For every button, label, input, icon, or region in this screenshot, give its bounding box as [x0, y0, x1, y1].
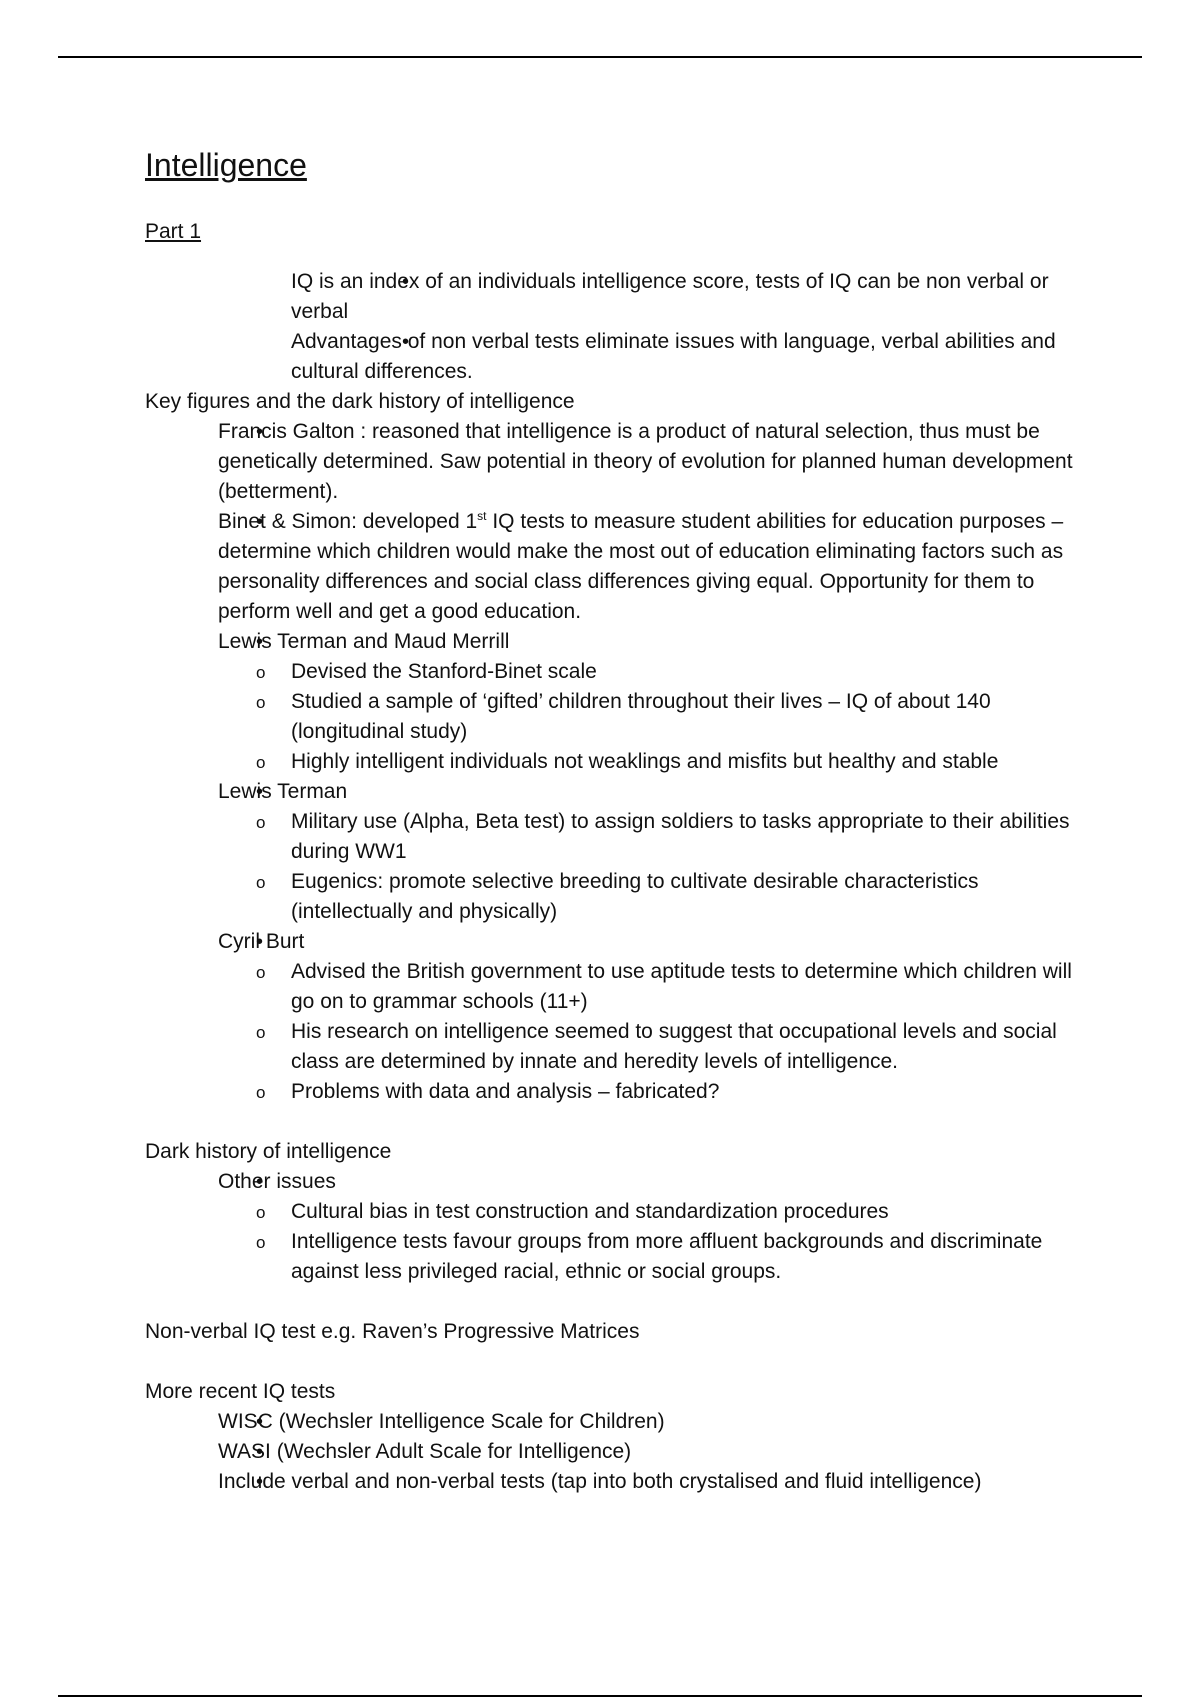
sub-list-item: o Devised the Stanford-Binet scale	[291, 657, 1085, 687]
list-item-label: Other issues	[218, 1170, 336, 1193]
key-figures-list	[145, 417, 1085, 1107]
page-title: Intelligence	[145, 147, 307, 183]
list-item-binet	[218, 507, 1085, 627]
intro-list	[145, 267, 1085, 387]
document-body	[145, 145, 1085, 1497]
sub-list-item: o Intelligence tests favour groups from more affluent backgrounds and discriminate against less privileged racial, ethnic or social groups.	[291, 1227, 1085, 1287]
sub-list	[218, 1197, 1085, 1287]
list-item-galton: • Francis Galton : reasoned that intelligence is a product of natural selection, thus must be genetically determined. Saw potential in theory of evolution for planned human development (betterment).	[218, 417, 1085, 507]
binet-superscript: st	[477, 509, 487, 523]
sub-list-item: o Studied a sample of ‘gifted’ children throughout their lives – IQ of about 140 (longitudinal study)	[291, 687, 1085, 747]
sub-list-item: o Eugenics: promote selective breeding to cultivate desirable characteristics (intellectually and physically)	[291, 867, 1085, 927]
sub-list-item: o Military use (Alpha, Beta test) to assign soldiers to tasks appropriate to their abilities during WW1	[291, 807, 1085, 867]
sub-list	[218, 807, 1085, 927]
list-item: • IQ is an index of an individuals intelligence score, tests of IQ can be non verbal or verbal	[291, 267, 1085, 327]
binet-text-pre: Binet & Simon: developed 1	[218, 510, 478, 533]
binet-text-post: IQ tests to measure student abilities for education purposes – determine which children would make the most out of education eliminating factors such as personality differences and social class differences giving equal. Opportunity for them to perform well and get a good education.	[218, 510, 1064, 623]
header-rule	[58, 56, 1142, 58]
list-item: • Include verbal and non-verbal tests (tap into both crystalised and fluid intelligence)	[218, 1467, 1085, 1497]
list-item-label: Lewis Terman and Maud Merrill	[218, 630, 510, 653]
sub-list-item: o His research on intelligence seemed to suggest that occupational levels and social class are determined by innate and heredity levels of intelligence.	[291, 1017, 1085, 1077]
list-item: • WASI (Wechsler Adult Scale for Intelligence)	[218, 1437, 1085, 1467]
list-item-label: Cyril Burt	[218, 930, 305, 953]
list-item: • WISC (Wechsler Intelligence Scale for Children)	[218, 1407, 1085, 1437]
list-item-label: Lewis Terman	[218, 780, 348, 803]
section-heading-recent-tests: More recent IQ tests	[145, 1380, 336, 1403]
sub-list-item: o Advised the British government to use aptitude tests to determine which children will go on to grammar schools (11+)	[291, 957, 1085, 1017]
section-heading-dark-history: Dark history of intelligence	[145, 1140, 392, 1163]
list-item: • Advantages of non verbal tests eliminate issues with language, verbal abilities and cultural differences.	[291, 327, 1085, 387]
sub-list	[218, 657, 1085, 777]
nonverbal-line: Non-verbal IQ test e.g. Raven’s Progressive Matrices	[145, 1320, 640, 1343]
sub-list-item: o Cultural bias in test construction and standardization procedures	[291, 1197, 1085, 1227]
list-item-other-issues	[218, 1167, 1085, 1287]
list-item-burt	[218, 927, 1085, 1107]
sub-list	[218, 957, 1085, 1107]
list-item-terman-merrill	[218, 627, 1085, 777]
sub-list-item: o Highly intelligent individuals not weaklings and misfits but healthy and stable	[291, 747, 1085, 777]
footer-rule	[58, 1695, 1142, 1697]
section-heading-key-figures: Key figures and the dark history of intelligence	[145, 390, 575, 413]
dark-history-list	[145, 1167, 1085, 1287]
recent-tests-list	[145, 1407, 1085, 1497]
list-item-terman	[218, 777, 1085, 927]
sub-list-item: o Problems with data and analysis – fabricated?	[291, 1077, 1085, 1107]
part-heading: Part 1	[145, 220, 202, 243]
